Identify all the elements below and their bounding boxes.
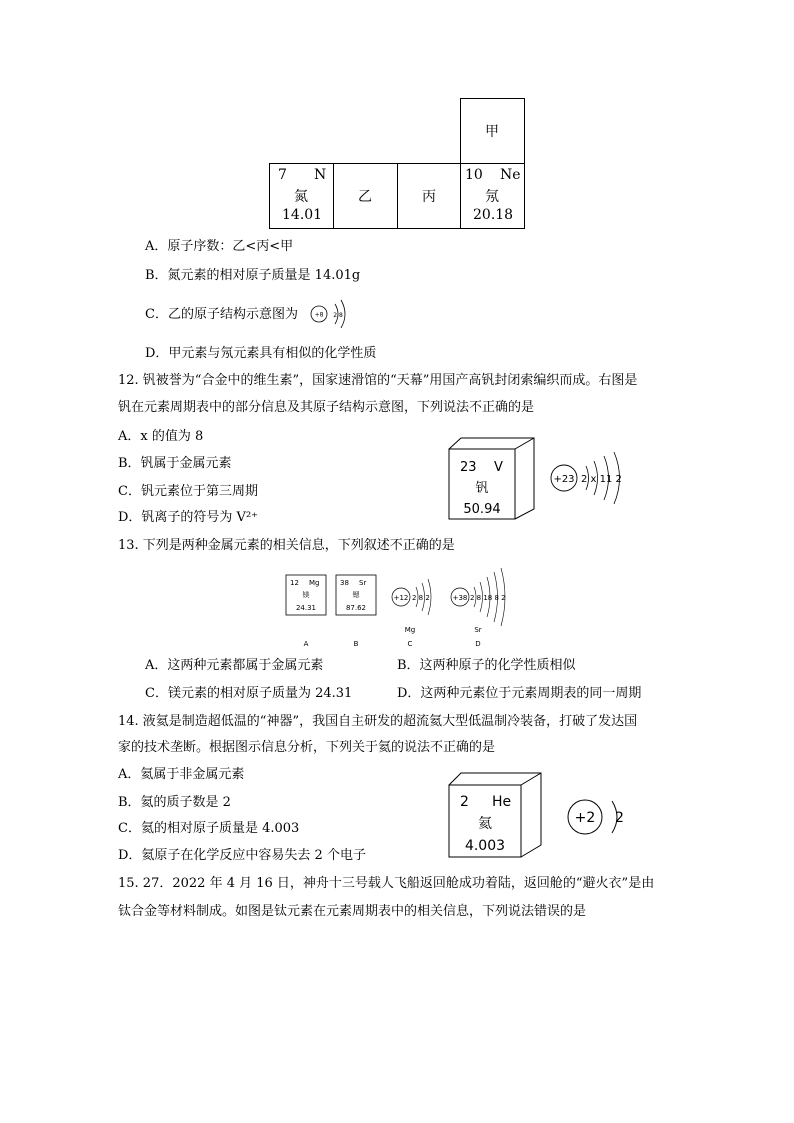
q13-option-d: D．这两种元素位于元素周期表的同一周期	[397, 686, 642, 701]
label-c: C	[407, 640, 413, 648]
q14-option-b: B．氦的质子数是 2	[118, 795, 231, 810]
q13-option-a: A．这两种元素都属于金属元素	[145, 658, 324, 673]
q12-element-cube	[448, 437, 538, 525]
q11-option-d: D．甲元素与氖元素具有相似的化学性质	[145, 346, 377, 361]
mg-label: Mg	[404, 626, 416, 634]
label-b: B	[353, 640, 359, 648]
mg-number: 12	[290, 579, 299, 587]
mg-name: 镁	[302, 591, 310, 599]
q14-nucleus-label: +2	[574, 810, 596, 826]
q12-option-d: D．钒离子的符号为 V²⁺	[118, 510, 259, 525]
sr-symbol: Sr	[359, 579, 367, 587]
q11-shells-label: 2 8	[333, 312, 343, 319]
q14-element-cube	[448, 772, 544, 860]
cell-yi	[333, 163, 398, 229]
q12-atom-diagram	[548, 448, 638, 508]
q15-stem-line2: 钛合金等材料制成。如图是钛元素在元素周期表中的相关信息，下列说法错误的是	[118, 904, 587, 919]
sr-number: 38	[340, 579, 349, 587]
q14-cell-number: 2	[460, 794, 469, 810]
label-a: A	[303, 640, 309, 648]
mg-nucleus-label: +12	[393, 594, 409, 602]
q14-atom-diagram	[564, 795, 634, 839]
ne-symbol: Ne	[500, 167, 521, 183]
q14-stem-line2: 家的技术垄断。根据图示信息分析，下列关于氦的说法不正确的是	[118, 740, 496, 755]
q12-cell-mass: 50.94	[463, 502, 501, 517]
cell-jia	[460, 98, 525, 164]
q14-cell-symbol: He	[492, 794, 512, 810]
q12-stem-line1: 12. 钒被誉为“合金中的维生素”，国家速滑馆的“天幕”用国产高钒封闭索编织而成。右图是	[118, 373, 638, 388]
label-d: D	[475, 640, 481, 648]
mg-shells-label: 2 8 2	[412, 594, 430, 602]
q11-option-a: A．原子序数：乙<丙<甲	[145, 239, 294, 254]
q13-figure	[282, 566, 522, 652]
n-mass: 14.01	[282, 207, 323, 223]
q15-stem-line1: 15. 27．2022 年 4 月 16 日，神舟十三号载人飞船返回舱成功着陆，返回舱的“避火衣”是由	[118, 876, 655, 891]
n-number: 7	[278, 167, 287, 183]
cell-nitrogen	[269, 163, 334, 229]
cell-neon	[460, 163, 525, 229]
sr-label: Sr	[474, 626, 482, 634]
q12-option-b: B．钒属于金属元素	[118, 456, 232, 471]
q11-nucleus-label: +8	[314, 311, 324, 319]
q12-option-a: A．x 的值为 8	[118, 429, 204, 444]
yi-label: 乙	[358, 189, 372, 205]
sr-mass: 87.62	[345, 604, 367, 612]
q12-cell-number: 23	[460, 460, 477, 475]
q14-option-d: D．氦原子在化学反应中容易失去 2 个电子	[118, 848, 366, 863]
sr-shells-label: 2 8 18 8 2	[470, 594, 506, 602]
ne-number: 10	[465, 167, 483, 183]
q12-nucleus-label: +23	[553, 474, 575, 485]
ne-mass: 20.18	[473, 207, 514, 223]
q12-shells-label: 2 x 11 2	[581, 474, 622, 485]
cell-bing	[397, 163, 461, 229]
q11-option-b: B．氮元素的相对原子质量是 14.01g	[145, 268, 361, 283]
q12-cell-name: 钒	[475, 481, 489, 496]
mg-symbol: Mg	[309, 579, 320, 587]
q14-option-a: A．氦属于非金属元素	[118, 767, 245, 782]
q11-atom-diagram	[308, 294, 358, 334]
n-symbol: N	[314, 167, 327, 183]
q13-option-c: C．镁元素的相对原子质量为 24.31	[145, 686, 353, 701]
bing-label: 丙	[422, 189, 436, 205]
q14-stem-line1: 14. 液氦是制造超低温的“神器”，我国自主研发的超流氦大型低温制冷装备，打破了发达国	[118, 714, 638, 729]
q14-shells-label: 2	[615, 810, 624, 826]
q14-cell-mass: 4.003	[464, 838, 506, 854]
q12-option-c: C．钒元素位于第三周期	[118, 484, 258, 499]
ne-name: 氖	[485, 189, 499, 205]
sr-nucleus-label: +38	[452, 594, 468, 602]
q11-option-c: C．乙的原子结构示意图为	[145, 307, 298, 322]
q14-cell-name: 氦	[478, 816, 492, 832]
q13-stem: 13. 下列是两种金属元素的相关信息，下列叙述不正确的是	[118, 538, 455, 553]
n-name: 氮	[294, 189, 308, 205]
sr-name: 锶	[352, 591, 360, 599]
q13-option-b: B．这两种原子的化学性质相似	[397, 658, 576, 673]
q14-option-c: C．氦的相对原子质量是 4.003	[118, 821, 300, 836]
q12-cell-symbol: V	[494, 460, 503, 475]
cell-jia-label: 甲	[485, 124, 499, 140]
q12-stem-line2: 钒在元素周期表中的部分信息及其原子结构示意图，下列说法不正确的是	[118, 400, 535, 415]
mg-mass: 24.31	[295, 604, 317, 612]
